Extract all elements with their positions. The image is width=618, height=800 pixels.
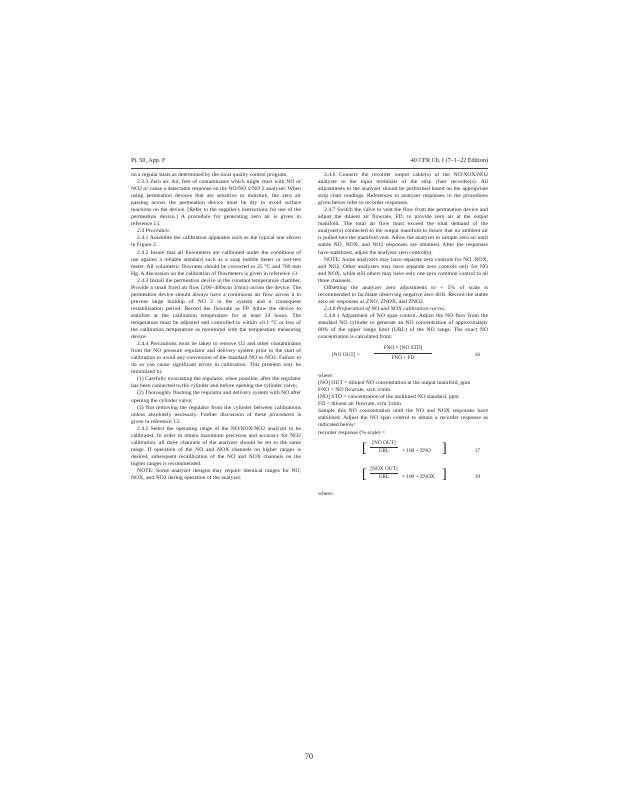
- bracket-close: ]: [442, 440, 447, 456]
- definition: [NO] OUT = diluted NO concentration at the output manifold, ppm: [318, 380, 471, 387]
- header-rule: [131, 168, 488, 169]
- section-heading: 2.4 Procedure.: [137, 228, 171, 235]
- header-right: 40 CFR Ch. I (7–1–22 Edition): [410, 157, 488, 164]
- definition: FD = diluent air flowrate, scm 3/min: [318, 401, 401, 408]
- running-header: [131, 157, 488, 165]
- equation-tail: × 100 + ZNO: [402, 447, 431, 454]
- section-heading: 2.4.8 Preparation of NO and NOX calibration curves.: [324, 305, 446, 312]
- note: NOTE: Some analyzer designs may require identical ranges for NO, NOX, and NO2 during operation of the analyzer.: [131, 467, 301, 482]
- header-left: Pt. 50, App. F: [131, 157, 166, 164]
- equation-17: [318, 439, 488, 463]
- paragraph: Offsetting the analyzer zero adjustments to + 5% of scale is recommended to facilitate observing negative zero drift. Record the stable zero air responses as ZNO, ZNOX, and ZNO2.: [318, 284, 488, 305]
- right-column: [318, 172, 488, 498]
- equation-fraction: [370, 466, 398, 481]
- equation-tail: × 100 + ZNOX: [402, 473, 435, 480]
- paragraph: 2.4.2 Insure that all flowmeters are calibrated under the conditions of use against a reliable standard such as a soap bubble meter or wet-test meter. All volumetric flowrates should be corrected to 25 °C and 760 mm Hg. A discussion on the calibration of flowmeters is given in reference 13.: [131, 249, 301, 277]
- bracket-open: [: [362, 466, 367, 482]
- paragraph: 2.3.3 Zero air. Air, free of contaminants which might react with NO or NO2 or cause a detectable response on the NO/NO x/NO 2 analyzer. When using permeation devices that are sensitive to moisture, the zero air passing across the permeation device must be dry to avoid surface reactions on the device. (Refer to the supplier's instructions for use of the permeation device.) A procedure for generating zero air is given in reference 13.: [131, 179, 301, 228]
- equation-number: 17: [474, 447, 480, 454]
- equation-numerator: FNO × [NO STD]: [374, 345, 432, 354]
- equation-numerator: [NO OUT]: [370, 440, 398, 448]
- paragraph: 2.4.3 Install the permeation device in the constant temperature chamber. Provide a small fixed air flow (200–400scm 3/min) across the device. The permeation device should always have a continuous air flow across it to prevent large buildup of NO 2 in the system and a consequent restabilization period. Record the flowrate as FP. Allow the device to stabilize at the calibration temperature for at least 24 hours. The temperature must be adjusted and controlled to within ±0.1 °C or less of the calibration temperature as monitored with the temperature measuring device.: [131, 277, 301, 341]
- where-label: where:: [318, 490, 334, 497]
- equation-denominator: FNO + FD: [391, 355, 415, 362]
- list-item: (3) Not removing the regulator from the cylinder between calibrations unless absolutely necessary. Further discussion of these procedures is given in reference 13.: [131, 404, 301, 425]
- bracket-open: [: [362, 440, 367, 456]
- page-number: 70: [305, 752, 313, 761]
- definition: [NO] STD = concentration of the undiluted NO standard, ppm: [318, 394, 459, 401]
- equation-number: 19: [474, 473, 480, 480]
- paragraph: 2.4.7 Switch the valve to vent the flow from the permeation device and adjust the diluent air flowrate, FD, to provide zero air at the output manifold. The total air flow must exceed the total demand of the analyzer(s) connected to the output manifold to insure that no ambient air is pulled into the manifold vent. Allow the analyzer to sample zero air until stable NO, NOX, and NO2 responses are obtained. After the responses have stabilized, adjust the analyzer zero control(s).: [318, 207, 488, 256]
- equation-19: [318, 465, 488, 489]
- equation-denominator: URL: [378, 447, 390, 454]
- equation-number: 16: [474, 352, 480, 359]
- equation-lead: recorder response (% scale) =: [318, 429, 386, 436]
- equation-fraction: [374, 345, 432, 362]
- paragraph: 2.4.8.1 Adjustment of NO span control. Adjust the NO flow from the standard NO cylinder to generate an NO concentration of approximately 80% of the upper range limit (URL) of the NO range. The exact NO concentration is calculated from:: [318, 312, 488, 341]
- left-column: [131, 172, 301, 482]
- equation-lhs: [NO OUT] =: [332, 352, 360, 359]
- paragraph: 2.4.1 Assemble the calibration apparatus such as the typical one shown in Figure 2.: [131, 235, 301, 249]
- list-item: (2) Thoroughly flushing the regulator and delivery system with NO after opening the cylinder valve;: [131, 390, 301, 404]
- equation-fraction: [370, 440, 398, 455]
- equation-denominator: URL: [378, 473, 390, 480]
- list-item: (1) Carefully evacuating the regulator, when possible, after the regulator has been connected to the cylinder and before opening the cylinder valve;: [131, 376, 301, 390]
- equation-numerator: [NOX OUT]: [370, 466, 398, 474]
- paragraph: Sample this NO concentration until the NO and NOX responses have stabilized. Adjust the NO span control to obtain a recorder response as indicated below:: [318, 408, 488, 429]
- paragraph: 2.4.6 Connect the recorder output cable(s) of the NO/NOX/NO2 analyzer to the input terminals of the strip chart recorder(s). All adjustments to the analyzer should be performed based on the appropriate strip chart readings. References to analyzer responses in the procedures given below refer to recorder responses.: [318, 172, 488, 207]
- where-label: where:: [318, 373, 334, 380]
- note: NOTE: Some analyzers may have separate zero controls for NO, NOX, and NO2. Other analyzers may have separate zero controls only for NO and NOX, while still others may have only one zero common control to all three channels.: [318, 256, 488, 284]
- definition: FNO = NO flowrate, scm 3/min: [318, 387, 391, 394]
- bracket-close: ]: [442, 466, 447, 482]
- equation-16: [318, 343, 488, 371]
- paragraph: 2.4.4 Precautions must be taken to remove O2 and other contaminants from the NO pressure regulator and delivery system prior to the start of calibration to avoid any conversion of the standard NO to NO2. Failure to do so can cause significant errors in calibration. This problem may be minimized by: [131, 341, 301, 376]
- paragraph: 2.4.5 Select the operating range of the NO/NOX/NO2 analyzer to be calibrated. In order to obtain maximum precision and accuracy for NO2 calibration, all three channels of the analyzer should be set to the same range. If operation of the NO and NOX channels on higher ranges is desired, subsequent recalibration of the NO and NOX channels on the higher ranges is recommended.: [131, 425, 301, 467]
- paragraph: on a regular basis as determined by the local quality control program.: [131, 172, 288, 178]
